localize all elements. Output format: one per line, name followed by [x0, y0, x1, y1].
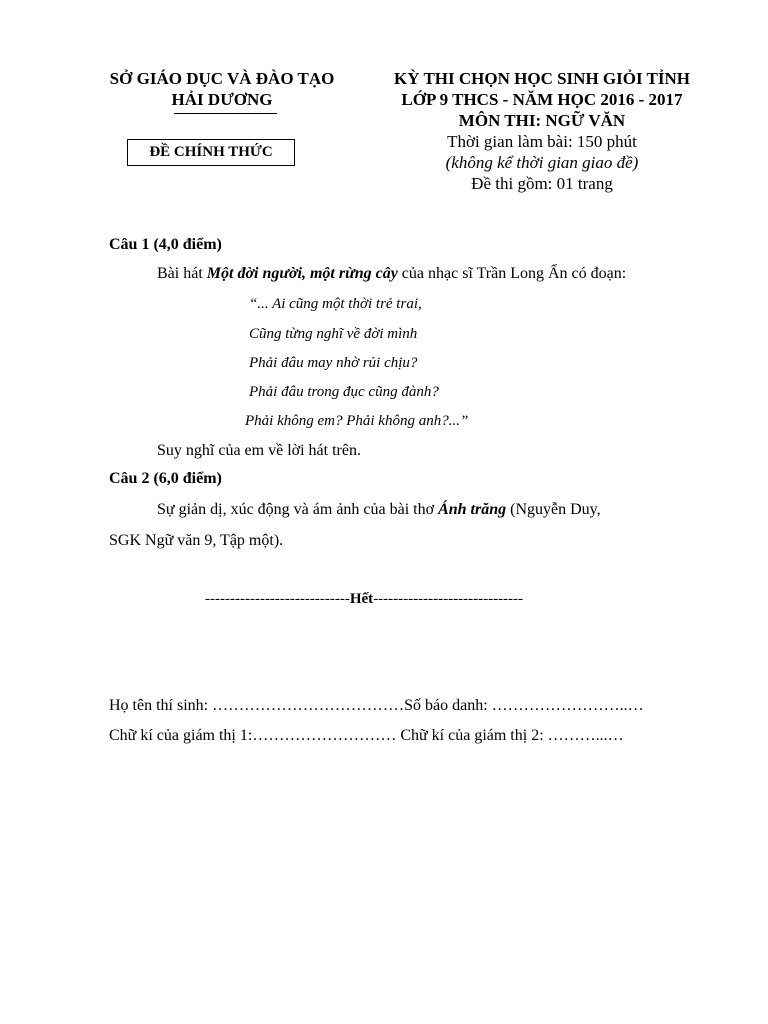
exam-header	[372, 68, 712, 194]
department-header	[82, 68, 362, 110]
poem-line: “... Ai cũng một thời trẻ trai,	[249, 296, 422, 312]
exam-grade-year: LỚP 9 THCS - NĂM HỌC 2016 - 2017	[401, 90, 683, 109]
department-name: SỞ GIÁO DỤC VÀ ĐÀO TẠO	[109, 69, 335, 88]
question-1-intro	[157, 265, 626, 283]
official-stamp-box	[127, 139, 295, 166]
intro-prefix: Bài hát	[157, 265, 207, 282]
header-divider	[174, 113, 277, 114]
question-2-suffix: (Nguyễn Duy,	[506, 501, 601, 518]
question-1-prompt: Suy nghĩ của em về lời hát trên.	[157, 442, 361, 459]
question-1-title: Câu 1 (4,0 điểm)	[109, 236, 222, 253]
question-2-text-line2: SGK Ngữ văn 9, Tập một).	[109, 532, 284, 549]
intro-suffix: của nhạc sĩ Trần Long Ẩn có đoạn:	[397, 265, 627, 282]
candidate-info-line: Họ tên thí sinh: ………………………………Số báo danh: ……………………..…	[109, 697, 644, 714]
province-name: HẢI DƯƠNG	[171, 90, 273, 109]
poem-line: Phải đâu may nhờ rủi chịu?	[249, 355, 418, 371]
exam-subject: MÔN THI: NGỮ VĂN	[458, 111, 626, 130]
exam-page-count: Đề thi gồm: 01 trang	[471, 174, 613, 193]
question-2-text	[157, 501, 601, 519]
exam-duration-note: (không kể thời gian giao đề)	[445, 153, 639, 172]
exam-duration: Thời gian làm bài: 150 phút	[447, 132, 637, 151]
poem-line: Phải đâu trong đục cũng đành?	[249, 384, 439, 400]
supervisor-signature-line: Chữ kí của giám thị 1:……………………… Chữ kí của giám thị 2: ………...…	[109, 727, 624, 744]
poem-line: Cũng từng nghĩ về đời mình	[249, 326, 418, 342]
question-2-prefix: Sự giản dị, xúc động và ám ảnh của bài thơ	[157, 501, 439, 518]
official-label: ĐỀ CHÍNH THỨC	[149, 144, 273, 160]
poem-line: Phải không em? Phải không anh?...”	[245, 413, 469, 429]
poem-title: Ánh trăng	[438, 501, 507, 518]
end-marker	[205, 591, 523, 608]
end-dashes-right: ------------------------------	[373, 591, 524, 607]
end-dashes-left: -----------------------------	[205, 591, 350, 607]
question-2-title: Câu 2 (6,0 điểm)	[109, 470, 222, 487]
exam-name: KỲ THI CHỌN HỌC SINH GIỎI TỈNH	[394, 69, 690, 88]
song-title: Một đời người, một rừng cây	[206, 265, 398, 282]
end-word: Hết	[349, 591, 374, 607]
